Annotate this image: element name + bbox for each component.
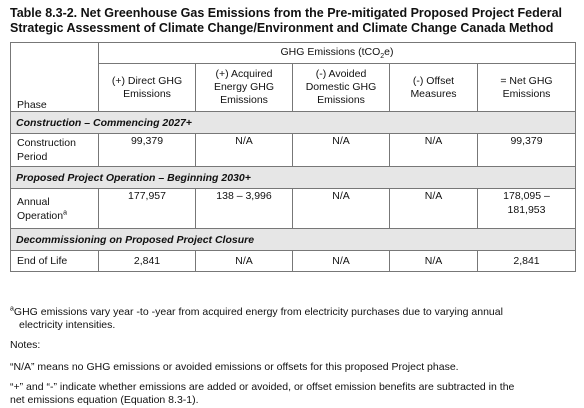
section-row-construction: [11, 112, 576, 134]
avoided-domestic-cell: N/A: [293, 189, 390, 229]
ghg-emissions-table: [10, 42, 576, 272]
offset-measures-cell: N/A: [390, 189, 478, 229]
acquired-energy-cell: 138 – 3,996: [196, 189, 293, 229]
phase-cell: Annual Operation$^a$: [11, 189, 99, 229]
table-caption: [10, 6, 576, 36]
phase-cell: End of Life: [11, 251, 99, 272]
acquired-energy-cell: N/A: [196, 134, 293, 167]
footnote-text-cont: electricity intensities.: [19, 319, 116, 331]
phase-cell: Construction Period: [11, 134, 99, 167]
caption-line-1: Table 8.3-2. Net Greenhouse Gas Emissions from the Pre-mitigated Proposed Project Federal: [10, 6, 563, 20]
footnote-mark: a: [10, 305, 14, 313]
section-title: Construction – Commencing 2027+: [11, 112, 576, 134]
table-row-construction: [11, 134, 576, 167]
direct-ghg-cell: 99,379: [99, 134, 196, 167]
section-row-decommissioning: [11, 229, 576, 251]
offset-measures-header: (-) Offset Measures: [390, 64, 478, 112]
footnote-mark: a: [63, 209, 68, 216]
direct-ghg-cell: 2,841: [99, 251, 196, 272]
table-row-end-of-life: [11, 251, 576, 272]
note-item: “N/A” means no GHG emissions or avoided emissions or offsets for this proposed Project phase.: [10, 361, 459, 373]
offset-measures-cell: N/A: [390, 134, 478, 167]
phase-header: Phase: [11, 43, 99, 112]
net-ghg-cell: 2,841: [478, 251, 576, 272]
note-item: “+” and “-” indicate whether emissions are added or avoided, or offset emission benefits are subtracted in the net emissions equation (Equation 8.3-1).: [10, 381, 515, 406]
section-row-operation: [11, 167, 576, 189]
direct-ghg-cell: 177,957: [99, 189, 196, 229]
ghg-emissions-group-header: GHG Emissions (tCO$_2$e): [99, 43, 576, 64]
offset-measures-cell: N/A: [390, 251, 478, 272]
section-title: Decommissioning on Proposed Project Closure: [11, 229, 576, 251]
notes-title: Notes:: [10, 339, 41, 351]
acquired-energy-ghg-header: (+) Acquired Energy GHG Emissions: [196, 64, 293, 112]
avoided-domestic-cell: N/A: [293, 134, 390, 167]
acquired-energy-cell: N/A: [196, 251, 293, 272]
table-row-operation: [11, 189, 576, 229]
net-ghg-header: = Net GHG Emissions: [478, 64, 576, 112]
avoided-domestic-cell: N/A: [293, 251, 390, 272]
section-title: Proposed Project Operation – Beginning 2030+: [11, 167, 576, 189]
footnote-text: GHG emissions vary year -to -year from acquired energy from electricity purchases due to varying annual: [13, 306, 503, 318]
direct-ghg-header: (+) Direct GHG Emissions: [99, 64, 196, 112]
footnote-a: [10, 306, 576, 332]
caption-line-2: Strategic Assessment of Climate Change/Environment and Climate Change Canada Method: [10, 21, 554, 35]
net-ghg-cell: 99,379: [478, 134, 576, 167]
avoided-domestic-ghg-header: (-) Avoided Domestic GHG Emissions: [293, 64, 390, 112]
net-ghg-cell: 178,095 – 181,953: [478, 189, 576, 229]
